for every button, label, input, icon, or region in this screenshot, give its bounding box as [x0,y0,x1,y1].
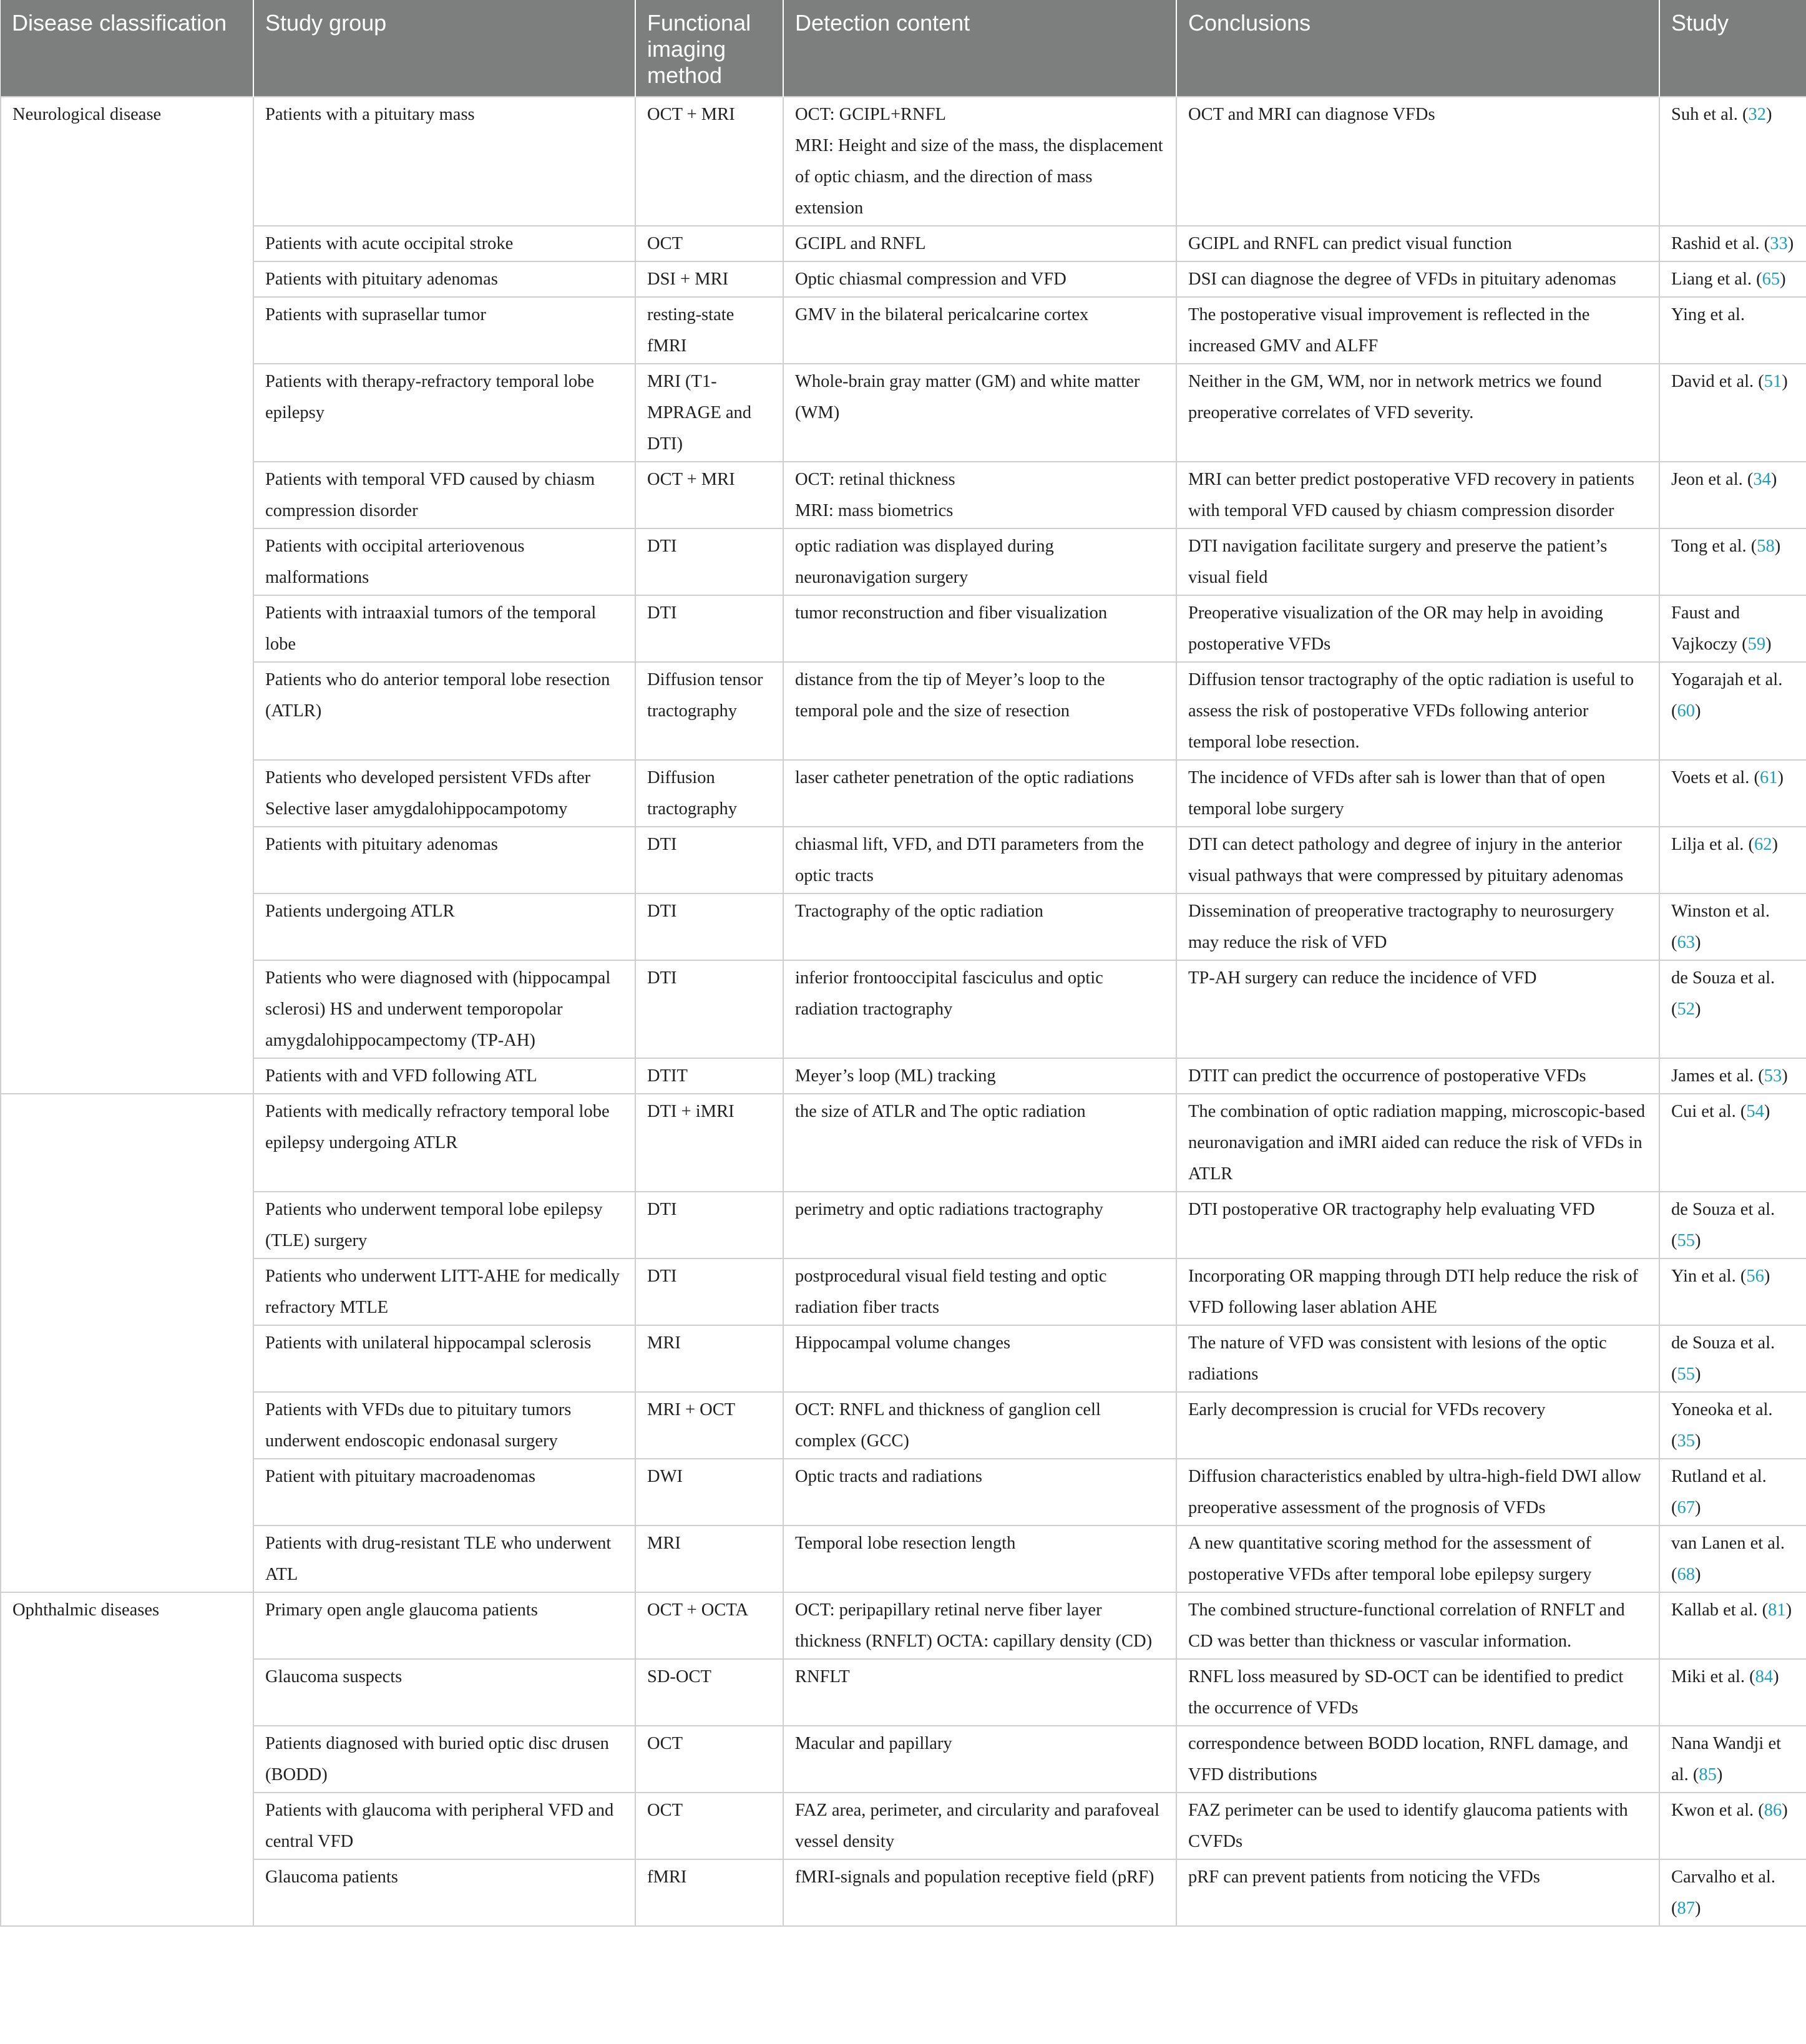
table-row [1,1192,1806,1258]
detection-content-cell [783,1094,1176,1192]
disease-classification-cell [1,595,253,662]
table-row [1,827,1806,893]
detection-line: MRI: mass biometrics [795,501,954,520]
imaging-method-cell: OCT + MRI [635,97,783,226]
detection-content-cell [783,1459,1176,1526]
detection-content-cell [783,827,1176,893]
header-row [1,0,1806,97]
imaging-method-cell: OCT [635,226,783,261]
study-group-cell: Patients with intraaxial tumors of the temporal lobe [253,595,635,662]
disease-classification-cell [1,1058,253,1094]
conclusions-cell: DTIT can predict the occurrence of postoperative VFDs [1176,1058,1659,1094]
detection-content-cell [783,1659,1176,1726]
study-close-paren: ) [1782,372,1788,391]
study-group-cell: Patients who do anterior temporal lobe resection (ATLR) [253,662,635,760]
detection-content-cell [783,1726,1176,1793]
study-author: Tong et al. ( [1671,537,1757,556]
disease-classification-cell [1,297,253,364]
study-author: Rashid et al. ( [1671,234,1770,253]
study-cell [1659,462,1806,528]
detection-line: Optic tracts and radiations [795,1467,982,1486]
table-row [1,595,1806,662]
study-author: de Souza et al. ( [1671,968,1775,1019]
imaging-method-cell: OCT + MRI [635,462,783,528]
detection-line: fMRI-signals and population receptive field (pRF) [795,1867,1154,1887]
detection-line: Whole-brain gray matter (GM) and white matter (WM) [795,372,1140,422]
study-cell [1659,1726,1806,1793]
imaging-method-cell: DTI [635,1192,783,1258]
imaging-method-cell: DTI + iMRI [635,1094,783,1192]
study-author: Rutland et al. ( [1671,1467,1767,1517]
study-cell [1659,760,1806,827]
conclusions-cell: The incidence of VFDs after sah is lower than that of open temporal lobe surgery [1176,760,1659,827]
table-row [1,364,1806,462]
disease-classification-cell [1,827,253,893]
study-author: David et al. ( [1671,372,1764,391]
detection-content-cell [783,893,1176,960]
study-group-cell: Patients with and VFD following ATL [253,1058,635,1094]
table-row [1,1726,1806,1793]
imaging-method-cell: DWI [635,1459,783,1526]
study-group-cell: Patients with suprasellar tumor [253,297,635,364]
conclusions-cell: Incorporating OR mapping through DTI help reduce the risk of VFD following laser ablation AHE [1176,1258,1659,1325]
table-row [1,261,1806,297]
table-row [1,1094,1806,1192]
conclusions-cell: Diffusion tensor tractography of the optic radiation is useful to assess the risk of postoperative VFDs following anterior temporal lobe resection. [1176,662,1659,760]
study-close-paren: ) [1765,105,1772,124]
conclusions-cell: correspondence between BODD location, RNFL damage, and VFD distributions [1176,1726,1659,1793]
conclusions-cell: GCIPL and RNFL can predict visual function [1176,226,1659,261]
table-row [1,893,1806,960]
study-close-paren: ) [1787,234,1794,253]
study-author: Liang et al. ( [1671,270,1762,289]
reference-link[interactable]: 68 [1677,1565,1695,1584]
study-author: Miki et al. ( [1671,1667,1755,1686]
detection-content-cell [783,960,1176,1058]
study-group-cell: Patients with occipital arteriovenous malformations [253,528,635,595]
study-cell [1659,595,1806,662]
table-row [1,960,1806,1058]
detection-line: laser catheter penetration of the optic radiations [795,768,1134,787]
detection-content-cell [783,595,1176,662]
detection-content-cell [783,1392,1176,1459]
detection-content-cell [783,662,1176,760]
detection-line: distance from the tip of Meyer’s loop to the temporal pole and the size of resection [795,670,1105,721]
detection-line: Tractography of the optic radiation [795,902,1043,921]
imaging-method-cell: DTI [635,1258,783,1325]
study-author: Cui et al. ( [1671,1102,1747,1121]
study-cell [1659,1325,1806,1392]
detection-line: postprocedural visual field testing and optic radiation fiber tracts [795,1267,1107,1317]
table-row [1,1592,1806,1659]
imaging-method-cell: DTI [635,528,783,595]
study-close-paren: ) [1764,1102,1770,1121]
disease-classification-cell [1,1859,253,1926]
reference-link[interactable]: 52 [1677,1000,1695,1019]
reference-link[interactable]: 84 [1755,1667,1774,1686]
disease-classification-cell [1,261,253,297]
table-row [1,1659,1806,1726]
reference-link[interactable]: 34 [1753,470,1771,489]
study-close-paren: ) [1764,1267,1770,1286]
imaging-method-cell: OCT [635,1726,783,1793]
disease-classification-cell [1,1325,253,1392]
reference-link[interactable]: 85 [1699,1765,1717,1784]
study-group-cell: Patients with medically refractory temporal lobe epilepsy undergoing ATLR [253,1094,635,1192]
detection-line: OCT: retinal thickness [795,470,955,489]
disease-classification-cell [1,364,253,462]
imaging-method-cell: SD-OCT [635,1659,783,1726]
study-group-cell: Patients with pituitary adenomas [253,261,635,297]
detection-line: perimetry and optic radiations tractography [795,1200,1103,1219]
detection-content-cell [783,364,1176,462]
detection-line: GCIPL and RNFL [795,234,926,253]
conclusions-cell: Early decompression is crucial for VFDs recovery [1176,1392,1659,1459]
study-author: Kallab et al. ( [1671,1600,1769,1620]
study-cell [1659,1094,1806,1192]
table-row [1,97,1806,226]
reference-link[interactable]: 55 [1677,1365,1695,1384]
conclusions-cell: Neither in the GM, WM, nor in network metrics we found preoperative correlates of VFD severity. [1176,364,1659,462]
detection-line: tumor reconstruction and fiber visualization [795,603,1108,623]
disease-classification-cell [1,1192,253,1258]
study-cell [1659,893,1806,960]
detection-content-cell [783,1859,1176,1926]
table-row [1,1325,1806,1392]
detection-content-cell [783,462,1176,528]
conclusions-cell: Dissemination of preoperative tractography to neurosurgery may reduce the risk of VFD [1176,893,1659,960]
study-group-cell: Patients with therapy-refractory temporal lobe epilepsy [253,364,635,462]
conclusions-cell: DTI postoperative OR tractography help evaluating VFD [1176,1192,1659,1258]
study-group-cell: Glaucoma patients [253,1859,635,1926]
detection-line: OCT: RNFL and thickness of ganglion cell complex (GCC) [795,1400,1101,1451]
conclusions-cell: DTI navigation facilitate surgery and preserve the patient’s visual field [1176,528,1659,595]
study-close-paren: ) [1695,1000,1701,1019]
conclusions-cell: The combination of optic radiation mapping, microscopic-based neuronavigation and iMRI aided can reduce the risk of VFDs in ATLR [1176,1094,1659,1192]
detection-line: Hippocampal volume changes [795,1333,1011,1353]
study-author: Yoneoka et al. ( [1671,1400,1773,1451]
disease-classification-cell [1,226,253,261]
study-author: de Souza et al. ( [1671,1333,1775,1384]
study-close-paren: ) [1785,1600,1792,1620]
detection-line: Optic chiasmal compression and VFD [795,270,1067,289]
study-cell [1659,297,1806,364]
header-conclusions: Conclusions [1176,0,1659,97]
imaging-method-cell: OCT + OCTA [635,1592,783,1659]
study-group-cell: Patients with unilateral hippocampal sclerosis [253,1325,635,1392]
table-row [1,1058,1806,1094]
disease-classification-cell: Ophthalmic diseases [1,1592,253,1659]
study-cell [1659,1526,1806,1592]
conclusions-cell: MRI can better predict postoperative VFD recovery in patients with temporal VFD caused by chiasm compression disorder [1176,462,1659,528]
header-detection-content: Detection content [783,0,1176,97]
study-close-paren: ) [1695,1365,1701,1384]
header-study-group: Study group [253,0,635,97]
conclusions-cell: DTI can detect pathology and degree of injury in the anterior visual pathways that were compressed by pituitary adenomas [1176,827,1659,893]
conclusions-cell: pRF can prevent patients from noticing the VFDs [1176,1859,1659,1926]
disease-classification-cell [1,1392,253,1459]
detection-line: the size of ATLR and The optic radiation [795,1102,1086,1121]
study-group-cell: Patients who underwent LITT-AHE for medically refractory MTLE [253,1258,635,1325]
imaging-method-cell: DTI [635,893,783,960]
study-close-paren: ) [1780,270,1786,289]
disease-classification-cell [1,960,253,1058]
detection-line: Macular and papillary [795,1734,952,1753]
reference-link[interactable]: 67 [1677,1498,1695,1517]
reference-link[interactable]: 61 [1759,768,1778,787]
study-cell [1659,97,1806,226]
study-group-cell: Patients who were diagnosed with (hippocampal sclerosi) HS and underwent temporopolar amygdalohippocampectomy (TP-AH) [253,960,635,1058]
disease-classification-cell [1,462,253,528]
imaging-method-cell: OCT [635,1793,783,1859]
reference-link[interactable]: 86 [1764,1801,1782,1820]
imaging-method-cell: DTI [635,960,783,1058]
study-close-paren: ) [1765,635,1772,654]
study-close-paren: ) [1695,1498,1701,1517]
study-author: Kwon et al. ( [1671,1801,1764,1820]
conclusions-cell: FAZ perimeter can be used to identify glaucoma patients with CVFDs [1176,1793,1659,1859]
reference-link[interactable]: 81 [1768,1600,1786,1620]
detection-line: GMV in the bilateral pericalcarine cortex [795,305,1089,324]
study-group-cell: Patient with pituitary macroadenomas [253,1459,635,1526]
conclusions-cell: Preoperative visualization of the OR may help in avoiding postoperative VFDs [1176,595,1659,662]
study-cell [1659,662,1806,760]
disease-classification-cell [1,1726,253,1793]
table-row [1,297,1806,364]
imaging-method-cell: MRI (T1-MPRAGE and DTI) [635,364,783,462]
study-author: Yogarajah et al. ( [1671,670,1783,721]
study-author: James et al. ( [1671,1066,1764,1086]
study-group-cell: Patients with glaucoma with peripheral VFD and central VFD [253,1793,635,1859]
study-close-paren: ) [1782,1066,1788,1086]
reference-link[interactable]: 87 [1677,1899,1695,1918]
study-cell [1659,1459,1806,1526]
study-cell [1659,1793,1806,1859]
imaging-method-cell: fMRI [635,1859,783,1926]
study-group-cell: Patients with pituitary adenomas [253,827,635,893]
disease-classification-cell [1,1526,253,1592]
study-group-cell: Patients who underwent temporal lobe epilepsy (TLE) surgery [253,1192,635,1258]
detection-line: Meyer’s loop (ML) tracking [795,1066,996,1086]
reference-link[interactable]: 56 [1746,1267,1764,1286]
detection-line: OCT: peripapillary retinal nerve fiber layer thickness (RNFLT) OCTA: capillary density (CD) [795,1600,1153,1651]
study-author: Yin et al. ( [1671,1267,1747,1286]
imaging-method-cell: resting-state fMRI [635,297,783,364]
detection-content-cell [783,261,1176,297]
imaging-method-cell: Diffusion tensor tractography [635,662,783,760]
imaging-method-cell: MRI + OCT [635,1392,783,1459]
study-close-paren: ) [1773,1667,1779,1686]
study-close-paren: ) [1770,470,1777,489]
reference-link[interactable]: 35 [1677,1431,1695,1451]
study-cell [1659,960,1806,1058]
reference-link[interactable]: 60 [1677,701,1695,721]
reference-link[interactable]: 58 [1757,537,1775,556]
detection-line: OCT: GCIPL+RNFL [795,105,946,124]
study-group-cell: Patients with drug-resistant TLE who underwent ATL [253,1526,635,1592]
study-group-cell: Patients with VFDs due to pituitary tumors underwent endoscopic endonasal surgery [253,1392,635,1459]
conclusions-cell: RNFL loss measured by SD-OCT can be identified to predict the occurrence of VFDs [1176,1659,1659,1726]
table-row [1,1258,1806,1325]
study-group-cell: Glaucoma suspects [253,1659,635,1726]
study-author: Nana Wandji et al. ( [1671,1734,1782,1784]
study-cell [1659,1659,1806,1726]
conclusions-cell: The combined structure-functional correlation of RNFLT and CD was better than thickness or vascular information. [1176,1592,1659,1659]
reference-link[interactable]: 62 [1754,835,1772,854]
disease-classification-cell [1,760,253,827]
table-row [1,226,1806,261]
table-row [1,760,1806,827]
imaging-method-cell: DTI [635,827,783,893]
conclusions-cell: DSI can diagnose the degree of VFDs in pituitary adenomas [1176,261,1659,297]
table-row [1,1392,1806,1459]
study-cell [1659,1192,1806,1258]
study-author: de Souza et al. ( [1671,1200,1775,1250]
study-author: Suh et al. ( [1671,105,1749,124]
detection-content-cell [783,1592,1176,1659]
reference-link[interactable]: 54 [1746,1102,1764,1121]
disease-classification-cell [1,1459,253,1526]
study-cell [1659,528,1806,595]
study-author: Faust and Vajkoczy ( [1671,603,1748,654]
disease-classification-cell [1,528,253,595]
detection-content-cell [783,97,1176,226]
detection-content-cell [783,760,1176,827]
study-close-paren: ) [1772,835,1778,854]
study-close-paren: ) [1716,1765,1723,1784]
study-close-paren: ) [1777,768,1784,787]
table-row [1,1793,1806,1859]
table-row [1,1859,1806,1926]
study-group-cell: Patients with a pituitary mass [253,97,635,226]
imaging-method-cell: MRI [635,1325,783,1392]
imaging-method-cell: DTIT [635,1058,783,1094]
study-cell [1659,827,1806,893]
detection-line: MRI: Height and size of the mass, the displacement of optic chiasm, and the direction of mass extension [795,136,1163,218]
study-author: Winston et al. ( [1671,902,1770,952]
study-cell [1659,1859,1806,1926]
header-study: Study [1659,0,1806,97]
conclusions-cell: Diffusion characteristics enabled by ultra-high-field DWI allow preoperative assessment of the prognosis of VFDs [1176,1459,1659,1526]
study-close-paren: ) [1695,1431,1701,1451]
study-group-cell: Patients diagnosed with buried optic disc drusen (BODD) [253,1726,635,1793]
study-group-cell: Patients with temporal VFD caused by chiasm compression disorder [253,462,635,528]
study-cell [1659,1258,1806,1325]
study-group-cell: Patients who developed persistent VFDs after Selective laser amygdalohippocampotomy [253,760,635,827]
detection-content-cell [783,1058,1176,1094]
study-cell [1659,364,1806,462]
reference-link[interactable]: 65 [1762,270,1780,289]
detection-content-cell [783,1325,1176,1392]
study-group-cell: Patients with acute occipital stroke [253,226,635,261]
imaging-method-cell: Diffusion tractography [635,760,783,827]
table-row [1,462,1806,528]
conclusions-cell: A new quantitative scoring method for the assessment of postoperative VFDs after temporal lobe epilepsy surgery [1176,1526,1659,1592]
disease-classification-cell [1,1094,253,1192]
detection-line: optic radiation was displayed during neuronavigation surgery [795,537,1054,587]
conclusions-cell: TP-AH surgery can reduce the incidence of VFD [1176,960,1659,1058]
disease-classification-cell [1,1258,253,1325]
study-close-paren: ) [1695,1899,1701,1918]
detection-line: RNFLT [795,1667,850,1686]
header-functional-imaging-method: Functional imaging method [635,0,783,97]
reference-link[interactable]: 59 [1747,635,1766,654]
study-cell [1659,1392,1806,1459]
table-row [1,528,1806,595]
study-author: Voets et al. ( [1671,768,1760,787]
reference-link[interactable]: 55 [1677,1231,1695,1250]
imaging-method-cell: DSI + MRI [635,261,783,297]
table-row [1,662,1806,760]
conclusions-cell: OCT and MRI can diagnose VFDs [1176,97,1659,226]
conclusions-cell: The nature of VFD was consistent with lesions of the optic radiations [1176,1325,1659,1392]
study-close-paren: ) [1695,1231,1701,1250]
study-cell [1659,1058,1806,1094]
study-author: Lilja et al. ( [1671,835,1754,854]
study-author: Carvalho et al. ( [1671,1867,1775,1918]
study-cell [1659,226,1806,261]
disease-classification-cell [1,893,253,960]
reference-link[interactable]: 63 [1677,933,1695,952]
detection-line: Temporal lobe resection length [795,1534,1016,1553]
study-close-paren: ) [1695,701,1701,721]
reference-link[interactable]: 53 [1764,1066,1782,1086]
detection-line: inferior frontooccipital fasciculus and optic radiation tractography [795,968,1103,1019]
disease-classification-cell: Neurological disease [1,97,253,226]
study-close-paren: ) [1774,537,1781,556]
conclusions-cell: The postoperative visual improvement is reflected in the increased GMV and ALFF [1176,297,1659,364]
study-close-paren: ) [1695,1565,1701,1584]
study-close-paren: ) [1695,933,1701,952]
study-close-paren: ) [1782,1801,1788,1820]
study-author: Ying et al. [1671,305,1745,324]
detection-content-cell [783,1793,1176,1859]
detection-content-cell [783,528,1176,595]
detection-content-cell [783,1258,1176,1325]
reference-link[interactable]: 33 [1770,234,1788,253]
study-cell [1659,1592,1806,1659]
detection-line: chiasmal lift, VFD, and DTI parameters from the optic tracts [795,835,1145,885]
detection-content-cell [783,297,1176,364]
detection-content-cell [783,1526,1176,1592]
study-author: van Lanen et al. ( [1671,1534,1785,1584]
reference-link[interactable]: 32 [1748,105,1766,124]
reference-link[interactable]: 51 [1764,372,1782,391]
detection-content-cell [783,226,1176,261]
table-body [1,97,1806,1926]
detection-line: FAZ area, perimeter, and circularity and parafoveal vessel density [795,1801,1159,1851]
study-group-cell: Primary open angle glaucoma patients [253,1592,635,1659]
disease-classification-cell [1,662,253,760]
study-group-cell: Patients undergoing ATLR [253,893,635,960]
table-row [1,1459,1806,1526]
header-disease-classification: Disease classification [1,0,253,97]
detection-content-cell [783,1192,1176,1258]
study-cell [1659,261,1806,297]
imaging-method-cell: MRI [635,1526,783,1592]
imaging-method-cell: DTI [635,595,783,662]
table-row [1,1526,1806,1592]
disease-classification-cell [1,1793,253,1859]
disease-classification-cell [1,1659,253,1726]
study-author: Jeon et al. ( [1671,470,1754,489]
